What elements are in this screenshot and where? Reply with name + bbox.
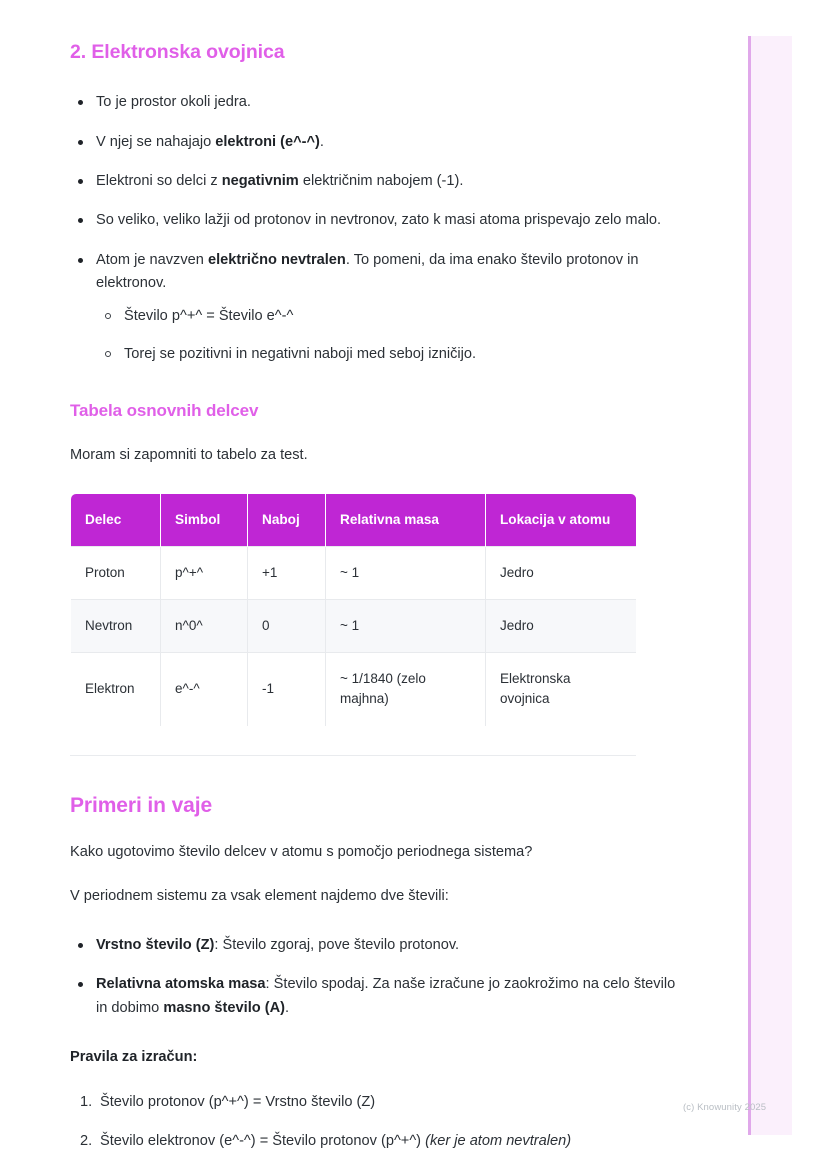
text-run: Relativna atomska masa	[96, 976, 266, 993]
table-header-row	[71, 493, 637, 546]
electron-shell-list-item	[70, 170, 678, 193]
bullet-disc-icon	[78, 140, 83, 145]
table-cell: Jedro	[486, 599, 637, 652]
bullet-disc-icon	[78, 179, 83, 184]
rules-heading: Pravila za izračun:	[70, 1049, 198, 1066]
section-heading-examples: Primeri in vaje	[70, 793, 213, 817]
bullet-circle-icon	[105, 313, 111, 319]
table-column-header: Naboj	[248, 493, 326, 546]
bullet-disc-icon	[78, 218, 83, 223]
right-decorative-panel	[748, 36, 792, 1135]
rules-list-item-text	[100, 1133, 571, 1149]
table-row	[71, 653, 637, 727]
examples-question: Kako ugotovimo število delcev v atomu s pomočjo periodnega sistema?	[70, 843, 533, 860]
text-run: Atom je navzven	[96, 251, 208, 268]
text-run: negativnim	[221, 173, 299, 190]
table-cell: ~ 1/1840 (zelo majhna)	[326, 653, 486, 727]
table-cell: ~ 1	[326, 546, 486, 599]
sub-list-item-text: Število p^+^ = Število e^-^	[124, 308, 294, 325]
examples-list-item	[70, 973, 678, 1020]
table-cell: p^+^	[161, 546, 248, 599]
table-column-header: Lokacija v atomu	[486, 493, 637, 546]
electron-shell-list-sublist	[96, 305, 678, 366]
electron-shell-bullet-list	[70, 91, 678, 366]
bullet-disc-icon	[78, 258, 83, 263]
particle-table-intro: Moram si zapomniti to tabelo za test.	[70, 447, 308, 464]
table-cell: e^-^	[161, 653, 248, 727]
examples-list-text	[96, 937, 459, 953]
table-column-header: Delec	[71, 493, 161, 546]
table-row	[71, 599, 637, 652]
text-run: .	[284, 999, 290, 1016]
table-column-header: Relativna masa	[326, 493, 486, 546]
particle-table-head	[71, 493, 637, 546]
electron-shell-list-item	[70, 249, 678, 366]
sub-list-item	[96, 305, 678, 328]
table-cell: Proton	[71, 546, 161, 599]
table-cell: Elektronska ovojnica	[486, 653, 637, 727]
examples-list-item	[70, 934, 678, 957]
text-run: električno nevtralen	[207, 251, 346, 268]
table-cell: ~ 1	[326, 599, 486, 652]
table-cell: n^0^	[161, 599, 248, 652]
electron-shell-list-text	[96, 212, 661, 228]
table-column-header: Simbol	[161, 493, 248, 546]
text-run: (ker je atom nevtralen)	[425, 1133, 572, 1149]
electron-shell-list-item	[70, 131, 678, 154]
electron-shell-list-item	[70, 91, 678, 114]
text-run: Število protonov (p^+^) = Vrstno število (Z)	[100, 1093, 376, 1110]
section-heading-electron-shell: 2. Elektronska ovojnica	[70, 41, 285, 63]
particle-table	[70, 493, 637, 727]
table-row	[71, 546, 637, 599]
text-run: Elektroni so delci z	[96, 173, 222, 190]
text-run: Število elektronov (e^-^) = Število protonov (p^+^)	[100, 1133, 426, 1149]
electron-shell-list-text	[96, 134, 324, 150]
table-cell: Nevtron	[71, 599, 161, 652]
text-run: električnim nabojem (-1).	[298, 173, 464, 190]
text-run: : Število zgoraj, pove število protonov.	[214, 937, 460, 954]
bullet-disc-icon	[78, 943, 83, 948]
table-cell: -1	[248, 653, 326, 727]
electron-shell-list-text	[96, 94, 251, 110]
table-cell: Jedro	[486, 546, 637, 599]
examples-bullet-list	[70, 934, 678, 1020]
text-run: masno število (A)	[163, 999, 285, 1016]
electron-shell-list-text	[96, 252, 638, 291]
text-run: Vrstno število (Z)	[96, 937, 215, 954]
text-run: .	[319, 133, 324, 150]
electron-shell-list-item	[70, 209, 678, 232]
examples-list-text	[96, 976, 675, 1015]
rules-list-item	[70, 1130, 678, 1153]
table-cell: +1	[248, 546, 326, 599]
sub-list-item	[96, 343, 678, 366]
rules-list-item-text	[100, 1094, 375, 1110]
text-run: So veliko, veliko lažji od protonov in nevtronov, zato k masi atoma prispevajo zelo malo.	[96, 212, 662, 229]
electron-shell-list-text	[96, 173, 463, 189]
text-run: To je prostor okoli jedra.	[96, 94, 251, 111]
rules-list	[70, 1091, 678, 1154]
examples-intro: V periodnem sistemu za vsak element najdemo dve števili:	[70, 888, 449, 905]
text-run: V njej se nahajajo	[96, 133, 216, 150]
particle-table-body	[71, 546, 637, 726]
text-run: elektroni (e^-^)	[215, 133, 320, 150]
text-run: . To pomeni, da ima enako število protonov in elektronov.	[96, 251, 639, 292]
table-cell: Elektron	[71, 653, 161, 727]
bullet-disc-icon	[78, 100, 83, 105]
table-cell: 0	[248, 599, 326, 652]
bullet-disc-icon	[78, 982, 83, 987]
copyright-watermark: (c) Knowunity 2025	[683, 1102, 767, 1113]
text-run: : Število spodaj. Za naše izračune jo zaokrožimo na celo število in dobimo	[96, 976, 676, 1016]
section-heading-particle-table: Tabela osnovnih delcev	[70, 401, 259, 421]
rules-list-item	[70, 1091, 678, 1114]
sub-list-item-text: Torej se pozitivni in negativni naboji med seboj izničijo.	[124, 345, 477, 362]
bullet-circle-icon	[105, 351, 111, 357]
